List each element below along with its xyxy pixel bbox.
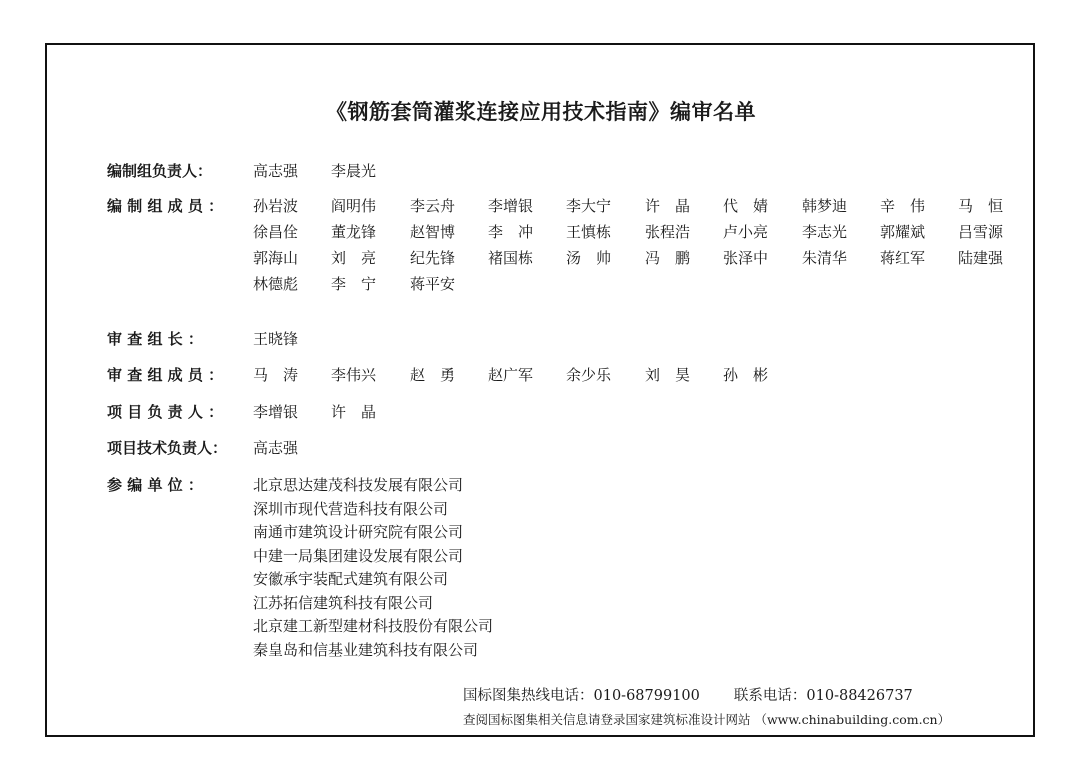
name: 张泽中 [723,249,769,267]
review-lead-label: 审 查 组 长 ： [107,330,203,348]
unit-item: 北京思达建茂科技发展有限公司 [253,476,464,494]
name: 冯 鹏 [645,249,691,267]
name: 李 冲 [488,223,534,241]
participants-label: 参 编 单 位 ： [107,476,203,494]
name: 高志强 [253,162,299,180]
unit-item: 秦皇岛和信基业建筑科技有限公司 [253,640,479,659]
name: 王晓锋 [253,330,299,348]
name: 孙 彬 [723,366,769,384]
name: 李云舟 [410,197,456,215]
unit-item: 南通市建筑设计研究院有限公司 [253,523,464,541]
name: 李 宁 [331,275,377,293]
name: 汤 帅 [566,249,612,267]
name: 赵广军 [488,366,534,384]
name: 阎明伟 [331,197,377,215]
name: 朱清华 [802,249,848,267]
review-members-label: 审 查 组 成 员 ： [107,366,224,384]
name: 郭耀斌 [880,223,926,241]
name: 王慎栋 [566,223,612,241]
tech-lead-label: 项目技术负责人： [107,439,228,457]
name: 李晨光 [331,162,377,180]
footer-phones [463,684,913,705]
name: 董龙锋 [331,223,377,241]
unit-item: 北京建工新型建材科技股份有限公司 [253,617,494,635]
unit-item: 江苏拓信建筑科技有限公司 [253,593,434,612]
name: 吕雪源 [958,223,1004,241]
name: 高志强 [253,439,299,457]
name: 蒋平安 [410,275,456,293]
name: 赵 勇 [410,366,456,384]
name: 郭海山 [253,249,299,267]
name: 马 涛 [253,366,299,384]
name: 纪先锋 [410,249,456,267]
unit-item: 深圳市现代营造科技有限公司 [253,499,449,518]
name: 李增银 [488,197,534,215]
page-title: 《钢筋套筒灌浆连接应用技术指南》编审名单 [326,100,756,124]
name: 孙岩波 [253,197,299,215]
editor-lead-label: 编制组负责人： [107,162,213,180]
name: 李志光 [802,223,848,241]
name: 卢小亮 [723,223,769,241]
name: 刘 亮 [331,249,377,267]
name: 代 婧 [723,197,769,215]
unit-item: 中建一局集团建设发展有限公司 [253,546,464,565]
page-frame [45,43,1035,737]
name: 马 恒 [958,197,1004,215]
name: 林德彪 [253,275,299,293]
name: 刘 昊 [645,366,691,384]
name: 韩梦迪 [802,197,848,215]
participant-units [253,474,493,662]
name: 余少乐 [566,366,612,384]
project-lead-label: 项 目 负 责 人 ： [107,403,224,421]
name: 许 晶 [645,197,691,215]
name: 徐昌佺 [253,223,299,241]
hotline-text: 国标图集热线电话：010-68799100 [463,688,700,704]
footer-website: 查阅国标图集相关信息请登录国家建筑标准设计网站 （www.chinabuilding.com.cn） [463,712,951,727]
name: 辛 伟 [880,197,926,215]
editor-members-label: 编 制 组 成 员 ： [107,197,224,215]
unit-item: 安徽承宇装配式建筑有限公司 [253,570,449,588]
name: 李大宁 [566,197,612,215]
name: 张程浩 [645,223,691,241]
name: 蒋红军 [880,249,926,267]
name: 赵智博 [410,223,456,241]
name: 许 晶 [331,403,377,421]
name: 李增银 [253,403,299,421]
contact-phone-text: 联系电话：010-88426737 [733,688,913,704]
name: 陆建强 [958,249,1004,267]
name: 李伟兴 [331,366,377,384]
name: 褚国栋 [488,249,534,267]
